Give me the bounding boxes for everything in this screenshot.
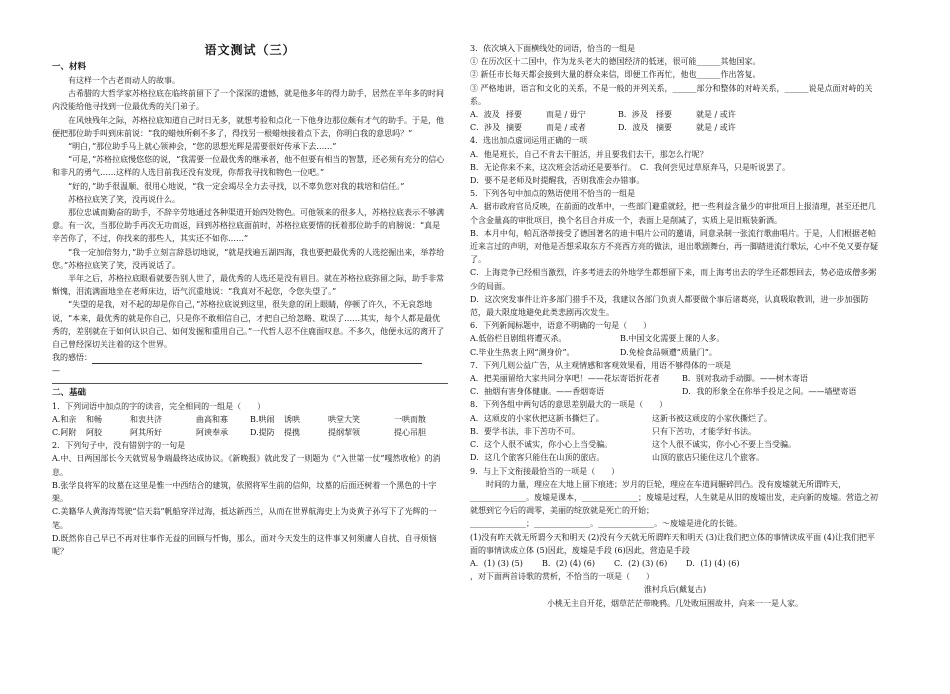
question-3-options xyxy=(470,108,880,134)
question-10: ，对下面两首诗歌的赏析，不恰当的一项是（ ） xyxy=(470,572,654,582)
option-text: A.低俗栏目剧组将遭灭杀。 xyxy=(470,334,567,344)
story-paragraph: 在风烛残年之际，苏格拉底知道自己时日无多，就想考验和点化一下他身边那位颇有才气的助手。于是，他便把那位助手叫到床前说：“我的蜡烛所剩不多了，得找另一根蜡烛接着点下去，你明白我的意思吗？” xyxy=(52,115,444,138)
question-1-options xyxy=(52,413,448,439)
poem-line: 小桃无主自开花，烟草茫茫带晚鸦。几处败垣围故井，向来一一是人家。 xyxy=(547,598,803,608)
option-text: 提心吊胆 xyxy=(394,428,426,438)
story-paragraph: 半年之后，苏格拉底眼看就要告别人世了，最优秀的人选还是没有眉目。就在苏格拉底弥留之际，助手非常惭愧，泪流满面地坐在老师床边，语气沉重地说：“我真对不起您，令您失望了。” xyxy=(52,274,444,297)
option-text: 择要 xyxy=(656,110,672,120)
question-2-option-a: A.中、日两国部长今天就贸易争端最终达成协议。《新晚报》就此发了一则题为《“入世第一仗”嘎然收枪》的消息。 xyxy=(52,454,441,477)
reflection-label: 我的感悟： xyxy=(52,353,92,363)
question-5-option-d: D．这次突发事件让许多部门措手不及，我建议各部门负责人都要做个事后诸葛亮，认真吸取教训，进一步加强防范，最大限度地避免此类悲剧再次发生。 xyxy=(470,294,869,318)
option-text: 和衷共济 xyxy=(130,414,162,424)
story-paragraph: 古希腊的大哲学家苏格拉底在临终前留下了一个深深的遗憾，就是他多年的得力助手，居然在半年多的时间内没能给他寻找到一位最优秀的关门弟子。 xyxy=(52,89,444,112)
question-7-options xyxy=(470,372,880,398)
option-text: 诱哄 xyxy=(284,414,300,424)
option-text: 阿谀奉承 xyxy=(196,428,228,438)
question-8: 8．下列各组中两句话的意思差别最大的一项是（ ） xyxy=(470,400,668,410)
story-paragraph: “明白，”那位助手马上就心领神会，“您的思想光辉是需要很好传承下去……” xyxy=(68,142,337,152)
option-text: 和畅 xyxy=(86,414,102,424)
option-text: A．把美丽留给大家共同分享吧！——花坛寄语折花者 xyxy=(470,374,660,384)
option-text: A.和亲 xyxy=(52,414,77,424)
option-text: 提纲挈领 xyxy=(328,428,360,438)
option-text: B.哄闹 xyxy=(250,414,275,424)
option-text: D．波及 xyxy=(618,123,649,133)
option-text: D.免检食品频遭“质量门”。 xyxy=(620,347,717,357)
option-text: C．抽烟有害身体健康。——香烟寄语 xyxy=(470,387,605,397)
option-text: C．(2) (3) (6) xyxy=(614,558,668,568)
question-4-option: D．要不是老师及时提醒我，否则我准会办错事。 xyxy=(470,176,645,186)
question-9: 9．与上下文衔接最恰当的一项是（ ） xyxy=(470,466,620,476)
option-text: A．波及 xyxy=(470,110,500,120)
option-text: 而是 / 或者 xyxy=(546,123,586,133)
question-5-option-a: A．据市政府官员反映，在前面的改革中，一些部门避重就轻，把一些利益含量少的审批项目上报清理，甚至还把几个含金量高的审批项目，换个名目合并成一个，表面上是削减了，实质上是旧瓶装新酒。 xyxy=(470,202,876,225)
option-text: 摘要 xyxy=(506,123,522,133)
question-5-option-c: C．上海竞争已经相当激烈，许多考进去的外地学生都想留下来，而上海考出去的学生还都想回去，势必造成僧多粥少的局面。 xyxy=(470,268,877,291)
question-3-sentence: ③ 严格地讲，语言和文化的关系，不是一般的并列关系，______部分和整体的对峙关系，______说是点面对峙的关系。 xyxy=(470,83,873,106)
option-text: D．我的形象全在你举手投足之间。——墙壁寄语 xyxy=(682,387,857,397)
option-text: C．涉及 xyxy=(470,123,501,133)
story-paragraph: 有这样一个古老而动人的故事。 xyxy=(68,76,180,85)
story-paragraph: 苏格拉底笑了笑，没再说什么。 xyxy=(68,194,180,204)
question-8-options xyxy=(470,412,880,465)
option-text: 曲高和寡 xyxy=(196,414,228,424)
question-2-option-b: B.张学良将军的坟墓在这里是惟一中西结合的建筑，依照将军生前的信仰，坟墓的后面还树着一个黑色的十字架。 xyxy=(52,480,437,504)
poem-title: 淮村兵后(戴复古) xyxy=(643,585,707,595)
right-column xyxy=(470,42,880,610)
option-text: B．别对我动手动脚。——树木寄语 xyxy=(682,374,808,384)
question-7: 7．下列几则公益广告，从主观情感和客观效果看，用语不够得体的一项是 xyxy=(470,360,732,370)
story-paragraph: “好的，”助手很温顺、很用心地说，“我一定会竭尽全力去寻找，以不辜负您对我的栽培和信任。” xyxy=(68,181,405,191)
left-column xyxy=(52,30,448,558)
option-text: C.毕业生热衷上网“测身价”。 xyxy=(470,347,575,357)
question-1: 1．下列词语中加点的字的读音，完全相同的一组是（ ） xyxy=(52,401,266,411)
question-5-option-b: B．本月中旬，帕瓦洛蒂接受了德国著名的迪卡唱片公司的邀请，同意录制一张流行歌曲唱片。于是，人们根据老帕近来言过的声明，对他是否想采取东方不亮西方亮的做法，退出歌剧舞台，再一脚踏进流行歌坛，心中不免又要存疑了。 xyxy=(470,228,878,265)
story-paragraph: “我一定加倍努力，”助手立刻言辞恳切地说，“就是找遍五湖四海，我也要把最优秀的人选挖掘出来，举荐给您。”苏格拉底笑了笑，没再说话了。 xyxy=(52,247,445,270)
option-text: B．(2) (4) (6) xyxy=(542,558,595,568)
option-text: 一哄而散 xyxy=(394,414,426,424)
section-material-heading: 一、材料 xyxy=(52,62,87,72)
question-2-option-c: C.美籍华人黄海涛驾驶“信天翁”帆船穿洋过海，抵达新西兰，从而在世界航海史上为炎黄子孙写下了光辉的一笔。 xyxy=(52,507,437,530)
story-paragraph: 那位忠诚而勤奋的助手，不辞辛劳地通过各种渠道开始四处物色。可他领来的很多人，苏格拉底表示不够满意。有一次，当那位助手再次无功而返，回到苏格拉底面前时，苏格拉底要惜的抚着那位助手的肩膀说：“真是辛苦你了，不过，你找来的那些人，其实还不如你……” xyxy=(52,208,444,244)
option-text: A．这顽皮的小家伙把这新书撕烂了。 xyxy=(470,413,604,423)
question-4-option: A．他是班长，自己不肯去干脏活，并且要我们去干，那怎么行呢？ xyxy=(470,149,708,159)
option-text: 就是 / 或许 xyxy=(696,110,736,120)
option-text: C．这个人很不诚实，你小心上当受骗。 xyxy=(470,440,613,450)
option-text: 这个人很不诚实，你小心不要上当受骗。 xyxy=(652,440,796,450)
question-4-option: B．无论你来不来，这次班会活动还是要举行。 C．我何尝见过草原奔马，只是听说罢了。 xyxy=(470,162,790,172)
option-text: 阿其所好 xyxy=(130,428,162,438)
option-text: 提携 xyxy=(284,428,300,438)
option-text: D．(1) (4) (6) xyxy=(686,558,740,568)
reflection-row xyxy=(52,351,448,364)
option-text: 这新书被这顽皮的小家伙撕烂了。 xyxy=(652,413,772,423)
option-text: D.提防 xyxy=(250,428,275,438)
option-text: 就是 / 或许 xyxy=(696,123,736,133)
section-divider xyxy=(52,383,448,384)
question-9-choices: (1)没有昨天就无所谓今天和明天 (2)没有今天就无所谓昨天和明天 (3)让我们把立体的事情读成平面 (4)让我们把平面的事情读成立体 (5)因此，废墟是手段 (6)因此，营造是手段 xyxy=(470,532,875,555)
question-3-sentence: ② 新任市长每天都会接到大量的群众来信，即便工作再忙，他也______作出答复。 xyxy=(470,70,761,80)
option-text: A．(1) (3) (5) xyxy=(470,558,523,568)
page-title: 语文测试（三） xyxy=(204,43,296,57)
question-3-sentence: ① 在历次区十二国中，作为龙头老大的德国经济的低迷，很可能______其他国家。 xyxy=(470,57,761,67)
option-text: B．涉及 xyxy=(618,110,648,120)
section-basics-heading: 二、基础 xyxy=(52,387,87,398)
option-text: 山顶的旅店只能住这几个旅客。 xyxy=(652,453,764,463)
story-paragraph: “失望的是我，对不起的却是你自己，”苏格拉底说到这里，很失意的闭上眼睛，停顿了许久，不无哀怨地说，“本来，最优秀的就是你自己，只是你不敢相信自己，才把自己给忽略、耽误了……其实，每个人都是最优秀的，差别就在于如何认识自己、如何发掘和重用自己。”一代哲人忍不住鹿面叹息。不多久，他便永远的离开了自己曾经深切关注着的这个世界。 xyxy=(52,300,445,350)
question-3: 3．依次填入下面横线处的词语，恰当的一组是 xyxy=(470,44,636,53)
reflection-answer-line[interactable] xyxy=(92,355,422,364)
option-text: 阿胶 xyxy=(86,428,102,438)
question-6: 6．下列新闻标题中，语意不明确的一句是（ ） xyxy=(470,321,652,331)
question-9-passage: 时间的力量，理应在大地上留下痕迹；岁月的巨轮，理应在车道间辗碎凹凸。没有废墟就无所谓昨天， xyxy=(486,479,846,489)
option-text: 择要 xyxy=(506,110,522,120)
reflection-dash: — xyxy=(52,366,60,376)
question-9-passage: ______________。废墟是课本，______________；废墟是过程，人生就是从旧的废墟出发，走向新的废墟。营造之初就想到它今后的凋零，美丽的绽放就是死亡的开始； xyxy=(470,492,878,516)
question-2-option-d: D.既然你自己早已不再对往事作无益的回顾与忏悔，那么，面对今天发生的这件事又何须庸人自扰、自寻烦恼呢？ xyxy=(52,533,437,556)
question-6-options xyxy=(470,332,880,358)
question-9-passage: ______________；______________。______________。～废墟是进化的长链。 xyxy=(470,519,742,529)
option-text: B．要学书法，非下苦功不可。 xyxy=(470,426,580,436)
option-text: 而是 / 毋宁 xyxy=(546,110,586,120)
story-paragraph: “可是，”苏格拉底慢悠悠的说，“我需要一位最优秀的继承者，他不但要有相当的智慧，还必须有充分的信心和非凡的勇气……这样的人选目前我还没有发现，你帮我寻找和物色一位吧。” xyxy=(52,155,445,178)
question-5: 5．下列各句中加点的熟语使用不恰当的一组是 xyxy=(470,189,636,199)
option-text: 哄堂大笑 xyxy=(328,414,360,424)
option-text: 只有下苦功，才能学好书法。 xyxy=(652,426,756,436)
option-text: B.中国文化需要上课的人多。 xyxy=(620,334,725,344)
question-2: 2．下列句子中，没有错别字的一句是 xyxy=(52,441,186,451)
question-9-options xyxy=(470,557,880,570)
option-text: D．这几个旅客只能住在山顶的旅店。 xyxy=(470,453,605,463)
option-text: 摘要 xyxy=(656,123,672,133)
question-4: 4．选出加点虚词运用正确的一项 xyxy=(470,136,588,146)
option-text: C.阿附 xyxy=(52,428,77,438)
